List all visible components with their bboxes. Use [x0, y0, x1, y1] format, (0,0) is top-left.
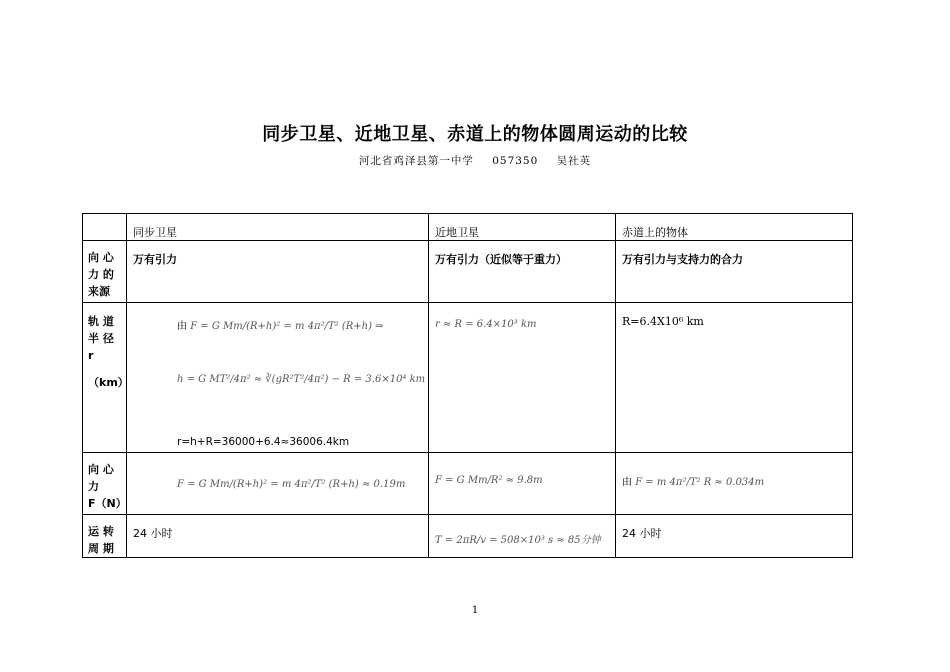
cell-source-near: 万有引力（近似等于重力）	[429, 241, 616, 303]
force-equator-formula: F = m 4π²/T² R ≈ 0.034m	[635, 477, 765, 488]
header-cell-empty	[83, 214, 127, 241]
postcode: 057350	[492, 155, 539, 167]
cell-source-equator: 万有引力与支持力的合力	[616, 241, 853, 303]
table-row-force	[83, 453, 853, 515]
page-title: 同步卫星、近地卫星、赤道上的物体圆周运动的比较	[262, 124, 688, 145]
cell-period-near	[429, 515, 616, 558]
row-label-period: 运 转 周 期	[83, 515, 127, 558]
cell-radius-near	[429, 303, 616, 453]
period-near-formula: T = 2πR/v = 508×10³ s ≈ 85分钟	[435, 535, 601, 546]
cell-radius-sync	[127, 303, 429, 453]
radius-sync-formula-2: h = G MT²/4π² ≈ ∛(gR²T²/4π²) − R = 3.6×10⁴ km	[177, 374, 426, 385]
comparison-table	[82, 213, 853, 558]
radius-sync-formula-1: F = G Mm/(R+h)² = m 4π²/T² (R+h) ⇒	[190, 321, 384, 332]
row-label-radius: 轨 道 半 径 r （km）	[83, 303, 127, 453]
table-row-period	[83, 515, 853, 558]
cell-force-equator	[616, 453, 853, 515]
cell-force-sync	[127, 453, 429, 515]
cell-period-sync: 24 小时	[127, 515, 429, 558]
force-sync-formula: F = G Mm/(R+h)² = m 4π²/T² (R+h) ≈ 0.19m	[177, 479, 406, 490]
author-line	[0, 153, 950, 168]
cell-source-sync: 万有引力	[127, 241, 429, 303]
header-cell-near: 近地卫星	[429, 214, 616, 241]
force-equator-prefix: 由	[622, 477, 632, 488]
radius-equator-value: R=6.4X10⁶ km	[622, 315, 704, 328]
table-row-radius	[83, 303, 853, 453]
author-name: 吴社英	[556, 155, 592, 167]
radius-sync-result: r=h+R=36000+6.4≈36006.4km	[177, 436, 350, 448]
row-label-force: 向 心 力 F（N）	[83, 453, 127, 515]
header-cell-equator: 赤道上的物体	[616, 214, 853, 241]
force-near-formula: F = G Mm/R² ≈ 9.8m	[435, 475, 543, 486]
school-name: 河北省鸡泽县第一中学	[358, 155, 474, 167]
radius-near-formula: r ≈ R = 6.4×10³ km	[435, 319, 537, 330]
table-row-source	[83, 241, 853, 303]
table-header-row	[83, 214, 853, 241]
cell-radius-equator	[616, 303, 853, 453]
cell-force-near	[429, 453, 616, 515]
cell-period-equator: 24 小时	[616, 515, 853, 558]
page-number: 1	[471, 605, 479, 616]
row-label-source: 向 心 力 的 来源	[83, 241, 127, 303]
header-cell-sync: 同步卫星	[127, 214, 429, 241]
radius-sync-prefix: 由	[177, 321, 187, 332]
